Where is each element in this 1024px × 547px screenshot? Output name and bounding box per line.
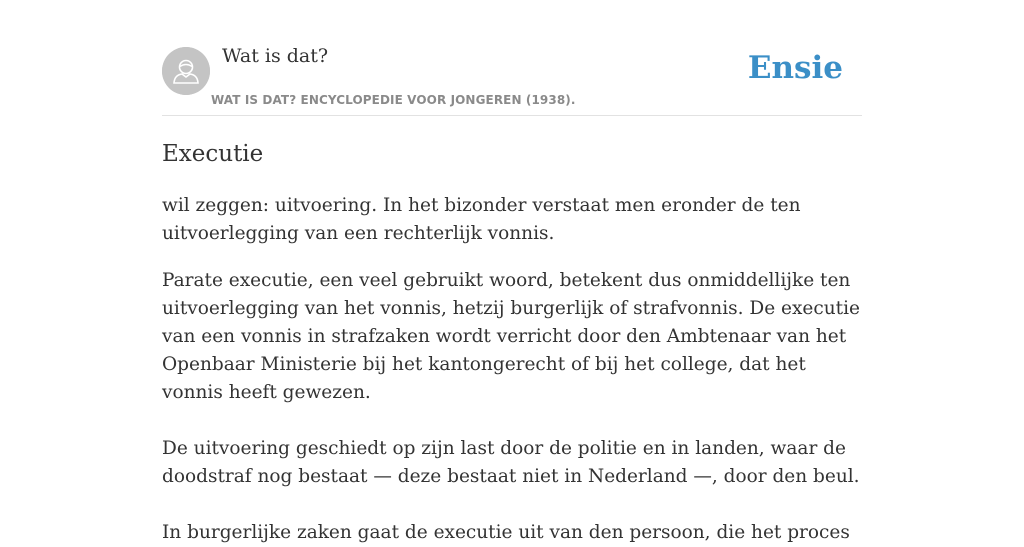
ensie-logo[interactable]: Ensie: [747, 50, 843, 86]
article: [162, 138, 862, 547]
article-title: Executie: [162, 141, 264, 167]
article-paragraph: Parate executie, een veel gebruikt woord, betekent dus onmiddellijke ten uitvoerlegging van het vonnis, hetzij burgerlijk of strafvonnis. De executie van een vonnis in strafzaken wordt verricht door den Ambtenaar van het Openbaar Ministerie bij het kantongerecht of bij het college, dat het vonnis heeft gewezen.: [162, 270, 860, 403]
article-paragraph: In burgerlijke zaken gaat de executie uit van den persoon, die het proces: [162, 522, 850, 543]
source-title[interactable]: Wat is dat?: [222, 45, 329, 67]
article-paragraph: wil zeggen: uitvoering. In het bizonder verstaat men eronder de ten uitvoerlegging van een rechterlijk vonnis.: [162, 195, 801, 244]
user-icon[interactable]: [162, 47, 210, 95]
article-paragraph: De uitvoering geschiedt op zijn last door de politie en in landen, waar de doodstraf nog bestaat — deze bestaat niet in Nederland —, door den beul.: [162, 438, 860, 487]
source-header: [162, 0, 862, 116]
source-subtitle[interactable]: WAT IS DAT? ENCYCLOPEDIE VOOR JONGEREN (1938).: [211, 93, 576, 107]
